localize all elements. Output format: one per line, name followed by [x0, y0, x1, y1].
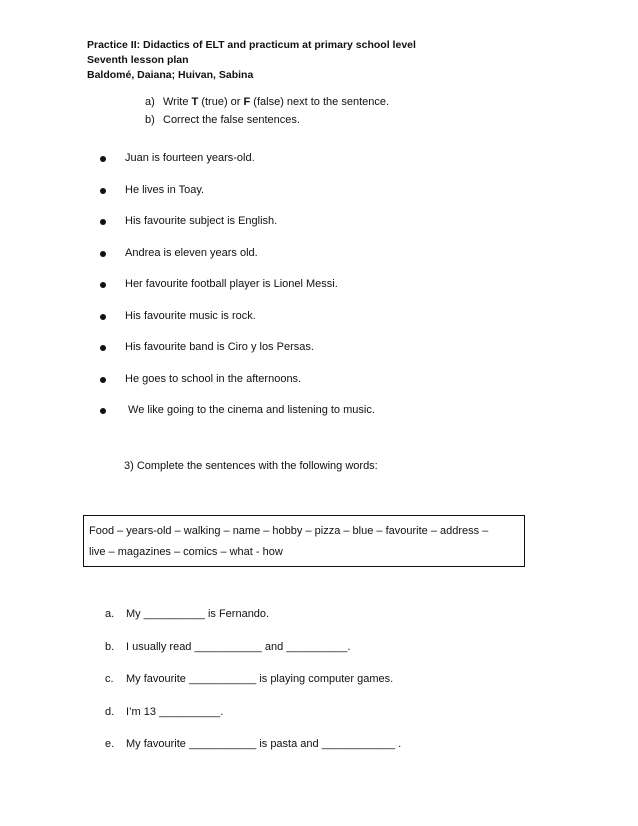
authors: Baldomé, Daiana; Huivan, Sabina	[87, 69, 254, 81]
course-title: Practice II: Didactics of ELT and practicum at primary school level	[87, 39, 416, 51]
bullet-icon	[100, 219, 106, 225]
statement-text: He goes to school in the afternoons.	[125, 372, 302, 385]
statement-text: Her favourite football player is Lionel Messi.	[125, 278, 338, 290]
list-item	[105, 608, 401, 641]
bullet-icon	[100, 188, 106, 194]
list-item	[100, 278, 375, 310]
list-item	[105, 673, 401, 706]
word-bank-box	[83, 515, 525, 567]
bullet-icon	[100, 282, 106, 288]
item-letter: e.	[105, 738, 115, 750]
item-letter: a.	[105, 608, 115, 620]
list-item	[105, 706, 401, 739]
bullet-icon	[100, 251, 106, 257]
statement-text: His favourite subject is English.	[125, 215, 278, 227]
list-item	[100, 152, 375, 184]
instruction-b	[145, 114, 300, 126]
bullet-icon	[100, 156, 106, 162]
item-text: My favourite ___________ is playing computer games.	[126, 673, 394, 685]
item-text: I’m 13 __________.	[126, 705, 224, 718]
statement-text: We like going to the cinema and listening to music.	[125, 404, 375, 416]
word-bank-line-2: live – magazines – comics – what - how	[89, 546, 283, 558]
bullet-icon	[100, 314, 106, 320]
list-item	[100, 404, 375, 436]
instruction-letter: b)	[145, 114, 155, 126]
list-item	[100, 215, 375, 247]
item-letter: c.	[105, 673, 114, 685]
instruction-a	[145, 96, 389, 108]
item-text: My __________ is Fernando.	[126, 608, 270, 620]
instruction-true-mark: T	[191, 96, 199, 108]
list-item	[105, 641, 401, 674]
instruction-false-mark: F	[243, 96, 251, 108]
list-item	[100, 184, 375, 216]
list-item	[100, 373, 375, 405]
instruction-text: Correct the false sentences.	[163, 114, 300, 126]
instruction-letter: a)	[145, 96, 155, 108]
item-letter: d.	[105, 705, 115, 718]
item-text: I usually read ___________ and __________.	[126, 640, 351, 653]
instruction-text-mid: (true) or	[198, 96, 244, 108]
instruction-text-post: (false) next to the sentence.	[250, 96, 390, 108]
statement-list	[100, 152, 375, 436]
item-text: My favourite ___________ is pasta and ____________ .	[126, 738, 402, 750]
section-3-title: 3) Complete the sentences with the following words:	[124, 460, 378, 472]
lesson-plan-title: Seventh lesson plan	[87, 54, 189, 66]
item-letter: b.	[105, 640, 115, 653]
statement-text: His favourite music is rock.	[125, 309, 256, 322]
bullet-icon	[100, 345, 106, 351]
list-item	[100, 310, 375, 342]
bullet-icon	[100, 408, 106, 414]
statement-text: He lives in Toay.	[125, 183, 205, 196]
completion-list	[105, 608, 401, 771]
list-item	[105, 738, 401, 771]
statement-text: His favourite band is Ciro y los Persas.	[125, 341, 314, 353]
bullet-icon	[100, 377, 106, 383]
document-header	[87, 38, 416, 83]
list-item	[100, 247, 375, 279]
statement-text: Andrea is eleven years old.	[125, 246, 258, 259]
word-bank-line-1: Food – years-old – walking – name – hobby – pizza – blue – favourite – address –	[89, 525, 489, 537]
statement-text: Juan is fourteen years-old.	[125, 152, 255, 164]
instruction-text-pre: Write	[163, 96, 192, 108]
list-item	[100, 341, 375, 373]
